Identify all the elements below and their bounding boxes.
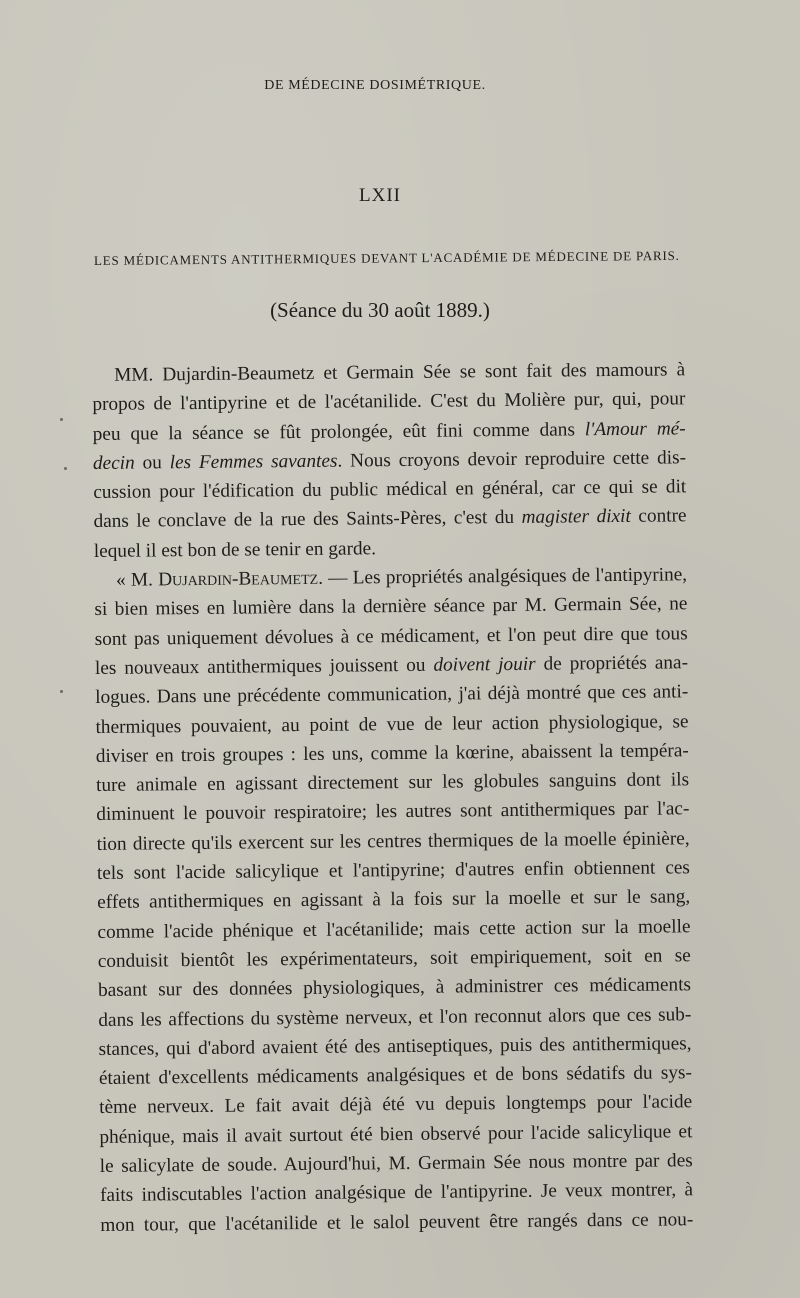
text-line: si bien mises en lumière dans la dernière séance par M. Germain Sée, ne [94,593,688,621]
text-line: lequel il est bon de se tenir en garde. [93,538,377,562]
session-date: (Séance du 30 août 1889.) [270,298,490,322]
ink-speck [60,418,63,421]
text-line: basant sur des données physiologiques, à administrer ces médicaments [97,974,692,1002]
text-line: mon tour, que l'acétanilide et le salol peuvent être rangés dans ce nou- [100,1208,694,1236]
text-line: étaient d'excellents médicaments analgésiques et de bons sédatifs du sys- [98,1062,692,1090]
text-line: ture animale en agissant directement sur les globules sanguins dont ils [95,769,690,797]
ink-speck [60,690,63,693]
running-head: DE MÉDECINE DOSIMÉTRIQUE. [264,78,486,93]
text-line: propos de l'antipyrine et de l'acétanilide. C'est du Molière pur, qui, pour [92,388,686,416]
text-line: sont pas uniquement dévolues à ce médicament, et l'on peut dire que tous [94,622,688,650]
text-line: le salicylate de soude. Aujourd'hui, M. Germain Sée nous montre par des [99,1150,693,1177]
speaker-name: Dujardin-Beaumetz [158,567,319,591]
text-line: cussion pour l'édification du public médical en général, car ce qui se dit [93,476,687,504]
text-line: faits indiscutables l'action analgésique de l'antipyrine. Je veux montrer, à [99,1179,694,1207]
text-line: dans les affections du système nerveux, et l'on reconnut alors que ces sub- [98,1003,692,1031]
text-line: peu que la séance se fût prolongée, eût fini comme dans l'Amour mé- [92,417,686,445]
text-line: « M. Dujardin-Beaumetz. — Les propriétés analgésiques de l'antipyrine, [116,564,688,591]
ink-speck [64,467,67,470]
text-line: les nouveaux antithermiques jouissent ou doivent jouir de propriétés ana- [94,652,689,679]
text-line: tels sont l'acide salicylique et l'antipyrine; d'autres enfin obtiennent ces [96,857,690,885]
text-line: logues. Dans une précédente communication, j'ai déjà montré que ces anti- [95,681,689,709]
text-line: diviser en trois groupes : les uns, comme la kœrine, abaissent la tempéra- [95,740,689,767]
text-line: effets antithermiques en agissant à la fois sur la moelle et sur le sang, [97,886,691,914]
text-line: tème nerveux. Le fait avait déjà été vu depuis longtemps pour l'acide [99,1091,693,1119]
text-line: diminuent le pouvoir respiratoire; les autres sont antithermiques par l'ac- [96,798,690,826]
text-line: dans le conclave de la rue des Saints-Pères, c'est du magister dixit contre [93,505,687,533]
body-text [92,355,693,1240]
text-line: comme l'acide phénique et l'acétanilide; mais cette action sur la moelle [97,915,691,943]
text-line: phénique, mais il avait surtout été bien observé pour l'acide salicylique et [99,1120,693,1148]
text-line: MM. Dujardin-Beaumetz et Germain Sée se sont fait des mamours à [114,359,686,386]
article-title: LES MÉDICAMENTS ANTITHERMIQUES DEVANT L'ACADÉMIE DE MÉDECINE DE PARIS. [93,247,680,268]
text-line: thermiques pouvaient, au point de vue de leur action physiologique, se [95,710,689,738]
chapter-number: LXII [359,185,401,206]
text-line: conduisit bientôt les expérimentateurs, soit empiriquement, soit en se [97,945,691,972]
text-line: tion directe qu'ils exercent sur les centres thermiques de la moelle épinière, [96,828,690,855]
text-line: decin ou les Femmes savantes. Nous croyons devoir reproduire cette dis- [92,447,687,474]
text-line: stances, qui d'abord avaient été des antiseptiques, puis des antithermiques, [98,1033,692,1060]
